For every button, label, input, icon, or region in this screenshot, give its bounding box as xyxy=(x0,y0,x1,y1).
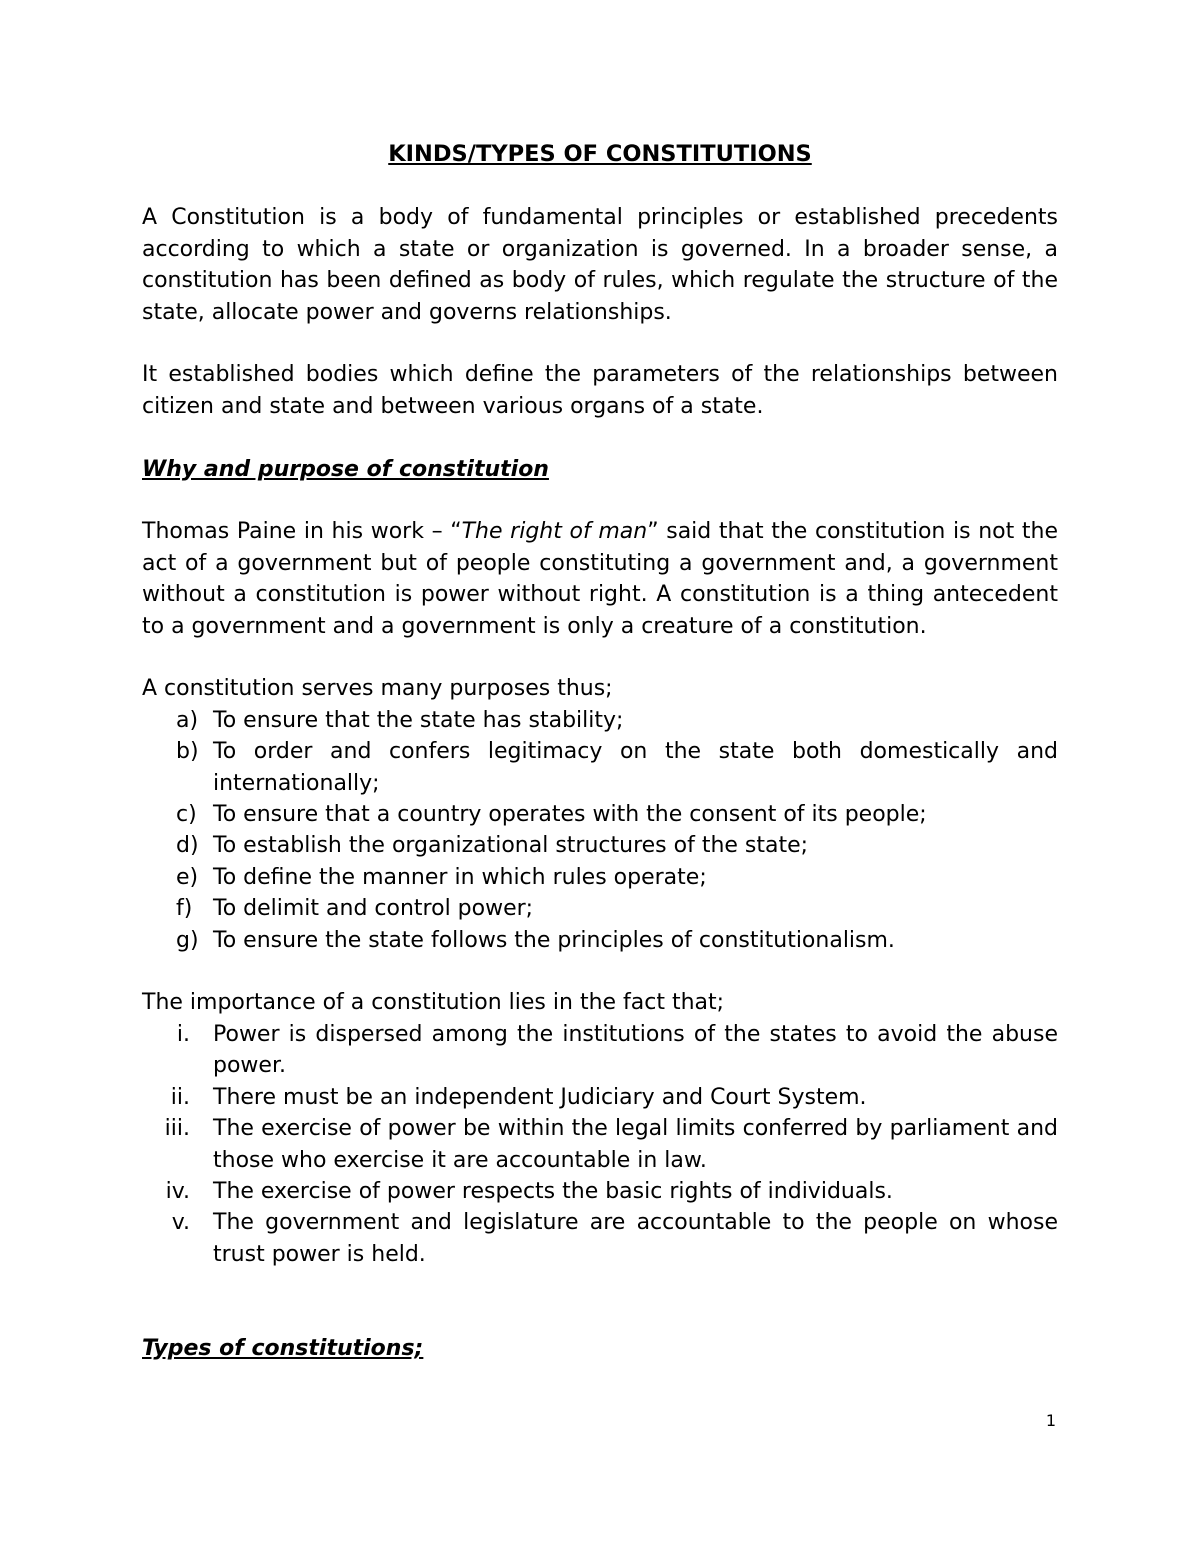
spacer xyxy=(142,328,1058,359)
list-item-text: To delimit and control power; xyxy=(213,896,534,922)
spacer xyxy=(142,1270,1058,1301)
list-item xyxy=(142,799,1058,830)
intro-paragraph: A Constitution is a body of fundamental principles or established precedents according to which a state or organization is governed. In a broader sense, a constitution has been defined as body of rules, which regulate the structure of the state, allocate power and governs relationships. xyxy=(142,205,1058,325)
page-number: 1 xyxy=(1045,1411,1056,1430)
list-item xyxy=(142,705,1058,736)
list-marker: ii. xyxy=(170,1084,190,1110)
list-item xyxy=(142,1082,1058,1113)
list-item-text: To ensure that the state has stability; xyxy=(213,707,624,733)
list-item xyxy=(142,893,1058,924)
page-title: KINDS/TYPES OF CONSTITUTIONS xyxy=(388,141,812,167)
spacer xyxy=(142,422,1058,453)
list-marker: c) xyxy=(176,802,197,828)
list-item xyxy=(142,1113,1058,1176)
list-item xyxy=(142,1176,1058,1207)
purposes-intro: A constitution serves many purposes thus; xyxy=(142,676,613,702)
list-marker: e) xyxy=(176,864,199,890)
list-item-text: There must be an independent Judiciary and Court System. xyxy=(213,1084,867,1110)
list-marker: g) xyxy=(176,927,199,953)
list-marker: i. xyxy=(176,1021,190,1047)
list-marker: b) xyxy=(176,739,199,765)
list-marker: f) xyxy=(176,896,193,922)
list-item-text: To establish the organizational structures of the state; xyxy=(213,833,809,859)
list-marker: v. xyxy=(171,1210,190,1236)
purposes-list xyxy=(142,705,1058,956)
spacer xyxy=(142,485,1058,516)
section-heading-types: Types of constitutions; xyxy=(142,1335,424,1361)
list-item xyxy=(142,830,1058,861)
list-marker: iii. xyxy=(164,1116,190,1142)
section-heading-why: Why and purpose of constitution xyxy=(142,456,549,482)
list-item-text: The exercise of power respects the basic rights of individuals. xyxy=(213,1178,893,1204)
spacer xyxy=(142,1302,1058,1333)
list-item xyxy=(142,1019,1058,1082)
list-item-text: To ensure that a country operates with the consent of its people; xyxy=(213,802,927,828)
list-item xyxy=(142,736,1058,799)
list-marker: a) xyxy=(176,707,199,733)
spacer xyxy=(142,956,1058,987)
list-marker: d) xyxy=(176,833,199,859)
list-item-text: The government and legislature are accountable to the people on whose trust power is held. xyxy=(213,1210,1058,1267)
paine-text-before: Thomas Paine in his work – “ xyxy=(142,519,462,545)
list-item-text: Power is dispersed among the institutions of the states to avoid the abuse power. xyxy=(213,1021,1058,1079)
paine-paragraph xyxy=(142,516,1058,642)
paine-work-title: The right of man xyxy=(461,519,648,545)
list-item-text: The exercise of power be within the legal limits conferred by parliament and those who exercise it are accountable in law. xyxy=(213,1116,1058,1173)
list-item-text: To ensure the state follows the principles of constitutionalism. xyxy=(213,927,895,953)
list-item-text: To define the manner in which rules operate; xyxy=(213,864,707,890)
list-item xyxy=(142,862,1058,893)
list-item-text: To order and confers legitimacy on the state both domestically and internationally; xyxy=(213,739,1058,796)
paine-text-after: ” said that the constitution is not the act of a government but of people constituting a government and, a government without a constitution is power without right. A constitution is a thing antecedent to a government and a government is only a creature of a constitution. xyxy=(142,519,1058,639)
list-marker: iv. xyxy=(165,1178,190,1204)
list-item xyxy=(142,1207,1058,1270)
page-content xyxy=(142,139,1058,1364)
importance-list xyxy=(142,1019,1058,1270)
spacer xyxy=(142,642,1058,673)
bodies-paragraph: It established bodies which define the parameters of the relationships between citizen and state and between various organs of a state. xyxy=(142,362,1058,419)
list-item xyxy=(142,925,1058,956)
importance-intro: The importance of a constitution lies in the fact that; xyxy=(142,990,725,1016)
